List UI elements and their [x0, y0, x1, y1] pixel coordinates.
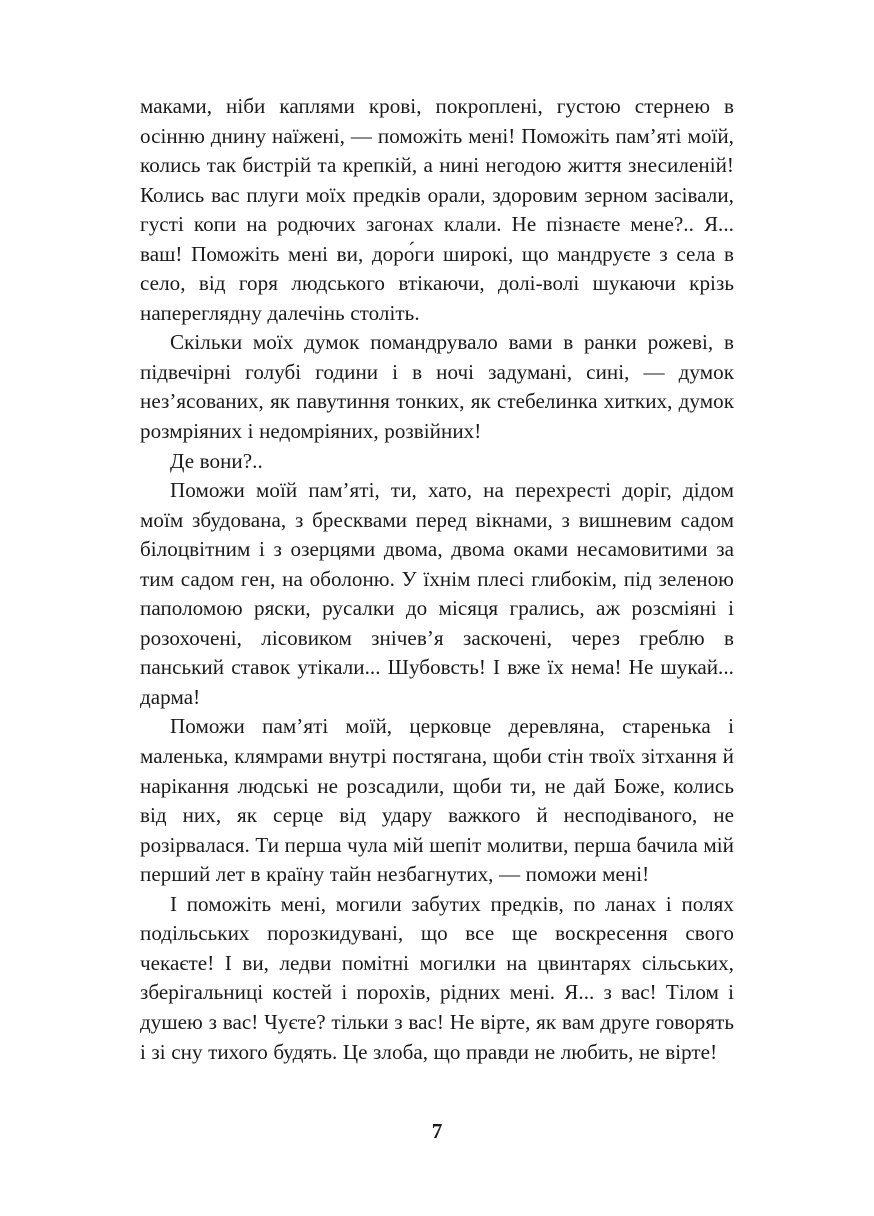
paragraph: Скільки моїх думок помандрувало вами в ранки рожеві, в підвечірні голубі години і в ночі задумані, сині, — думок нез’ясованих, як павутиння тонких, як стебелинка хитких, думок розмріяних і недомріяних, розвійних! — [140, 330, 734, 444]
page-text-block — [140, 92, 734, 1067]
paragraph: маками, ніби каплями крові, покроплені, густою стернею в осінню днину наїжені, — поможіть мені! Поможіть пам’яті моїй, колись так бистрій та крепкій, а нині негодою життя знесиленій! Колись вас плуги моїх предків орали, здоровим зерном засівали, густі копи на родючих загонах клали. Не пізнаєте мене?.. Я... ваш! Поможіть мені ви, доро́ги широкі, що мандруєте з села в село, від горя людського втікаючи, долі-волі шукаючи крізь напереглядну далечінь століть. — [140, 94, 734, 325]
paragraph: І поможіть мені, могили забутих предків, по ланах і полях подільських порозкидувані, що все ще воскресення свого чекаєте! І ви, ледви помітні могилки на цвинтарях сільських, зберігальниці костей і порохів, рідних мені. Я... з вас! Тілом і душею з вас! Чуєте? тільки з вас! Не вірте, як вам друге говорять і зі сну тихого будять. Це злоба, що правди не любить, не вірте! — [140, 891, 734, 1064]
paragraph: Поможи пам’яті моїй, церковце деревляна, старенька і маленька, клямрами внутрі постягана, щоби стін твоїх зітхання й нарікання людські не розсадили, щоби ти, не дай Боже, колись від них, як серце від удару важкого й несподіваного, не розірвалася. Ти перша чула мій шепіт молитви, перша бачила мій перший лет в країну тайн незбагнутих, — поможи мені! — [140, 714, 734, 887]
paragraph: Поможи моїй пам’яті, ти, хато, на перехресті доріг, дідом моїм збудована, з бресквами перед вікнами, з вишневим садом білоцвітним і з озерцями двома, двома оками несамовитими за тим садом ген, на оболоню. У їхнім плесі глибокім, під зеленою паполомою ряски, русалки до місяця грались, аж розсміяні і розохочені, лісовиком знічев’я заскочені, через греблю в панський ставок утікали... Шубовсть! І вже їх нема! Не шукай... дарма! — [140, 478, 734, 709]
paragraph: Де вони?.. — [170, 448, 263, 473]
page-number: 7 — [431, 1119, 443, 1143]
